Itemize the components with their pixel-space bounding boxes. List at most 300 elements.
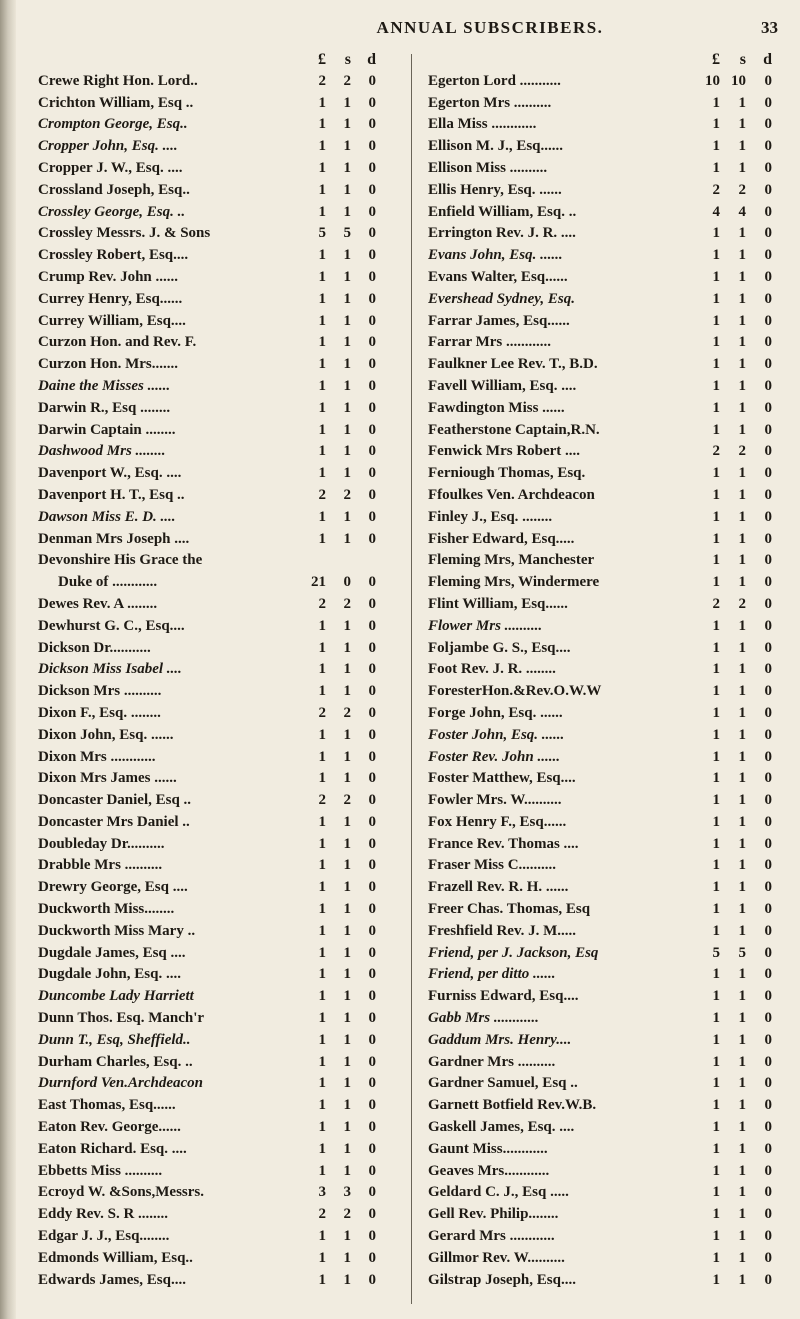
subscriber-row: [428, 441, 782, 463]
page-number: 33: [761, 18, 778, 37]
shillings-amount: 1: [343, 1010, 351, 1027]
pounds-amount: 1: [712, 835, 720, 852]
pence-amount: 0: [368, 116, 376, 133]
pounds-amount: 2: [318, 486, 326, 503]
pounds-amount: 1: [318, 290, 326, 307]
shillings-amount: 1: [738, 530, 746, 547]
page-spine-shadow: [0, 0, 16, 1319]
subscriber-name: Foster Rev. John ......: [428, 748, 560, 765]
pounds-amount: 1: [318, 813, 326, 830]
subscriber-name: Doncaster Mrs Daniel ..: [38, 813, 190, 830]
subscriber-row: [428, 398, 782, 420]
subscriber-name: Furniss Edward, Esq....: [428, 988, 579, 1005]
shillings-amount: 1: [343, 465, 351, 482]
subscriber-name: Ellison M. J., Esq......: [428, 138, 564, 155]
subscriber-name: Evans Walter, Esq......: [428, 268, 568, 285]
subscriber-name: Featherstone Captain,R.N.: [428, 421, 600, 438]
shillings-amount: 1: [343, 530, 351, 547]
shillings-amount: 1: [738, 1119, 746, 1136]
pence-amount: 0: [368, 508, 376, 525]
shillings-amount: 1: [343, 159, 351, 176]
subscriber-name: Durnford Ven.Archdeacon: [38, 1075, 204, 1092]
subscriber-name: Cropper John, Esq. ....: [38, 138, 178, 155]
subscriber-name: Drewry George, Esq ....: [38, 879, 188, 896]
pounds-amount: 1: [712, 792, 720, 809]
pence-amount: 0: [368, 1184, 376, 1201]
pence-amount: 0: [764, 421, 772, 438]
subscriber-row: [428, 1073, 782, 1095]
subscriber-name: Denman Mrs Joseph ....: [38, 530, 190, 547]
subscriber-row: [428, 1204, 782, 1226]
pence-amount: 0: [368, 72, 376, 89]
shillings-amount: 2: [343, 72, 351, 89]
pounds-amount: 1: [318, 922, 326, 939]
pence-amount: 0: [764, 1097, 772, 1114]
pounds-amount: 2: [712, 181, 720, 198]
subscriber-name: Farrar James, Esq......: [428, 312, 570, 329]
shillings-amount: 2: [738, 595, 746, 612]
subscriber-name: Gaddum Mrs. Henry....: [428, 1031, 572, 1048]
subscriber-name: Fraser Miss C..........: [428, 857, 557, 874]
subscriber-row: [38, 659, 388, 681]
subscriber-name: Edmonds William, Esq..: [38, 1249, 193, 1266]
shillings-amount: 1: [738, 574, 746, 591]
pounds-amount: 1: [318, 835, 326, 852]
pounds-amount: 1: [318, 617, 326, 634]
pounds-amount: 1: [712, 1119, 720, 1136]
subscriber-row: [38, 93, 388, 115]
shillings-amount: 1: [738, 116, 746, 133]
subscriber-name: Gardner Mrs ..........: [428, 1053, 556, 1070]
subscriber-name: Gabb Mrs ............: [428, 1010, 539, 1027]
pence-amount: 0: [764, 1031, 772, 1048]
subscriber-row: [38, 616, 388, 638]
pence-amount: 0: [368, 1031, 376, 1048]
pounds-amount: 1: [712, 552, 720, 569]
subscriber-name: Dickson Dr...........: [38, 639, 151, 656]
subscriber-row: [428, 1095, 782, 1117]
shillings-amount: 1: [738, 1075, 746, 1092]
subscriber-row: [428, 834, 782, 856]
subscriber-name: Frazell Rev. R. H. ......: [428, 879, 569, 896]
subscriber-row: [38, 202, 388, 224]
subscriber-row: [38, 747, 388, 769]
subscriber-name: Gaunt Miss............: [428, 1140, 548, 1157]
pounds-amount: 1: [318, 116, 326, 133]
pounds-amount: 1: [318, 748, 326, 765]
pounds-amount: 2: [318, 595, 326, 612]
shillings-amount: 5: [343, 225, 351, 242]
subscriber-row: [38, 71, 388, 93]
shillings-amount: 1: [738, 268, 746, 285]
subscriber-row: [428, 638, 782, 660]
subscriber-name: Currey Henry, Esq......: [38, 290, 183, 307]
pounds-amount: 1: [712, 661, 720, 678]
pounds-amount: 1: [712, 1184, 720, 1201]
subscriber-row: [428, 659, 782, 681]
subscriber-name: Crichton William, Esq ..: [38, 94, 194, 111]
subscriber-row: [428, 1270, 782, 1292]
pounds-amount: 1: [318, 1097, 326, 1114]
subscriber-row: [38, 1139, 388, 1161]
subscriber-row: [38, 550, 388, 572]
pounds-amount: 2: [712, 443, 720, 460]
pence-amount: 0: [764, 181, 772, 198]
pounds-amount: 1: [318, 1249, 326, 1266]
pounds-amount: 1: [712, 1228, 720, 1245]
page-header: [200, 12, 780, 48]
subscriber-row: [38, 289, 388, 311]
subscriber-row: [38, 594, 388, 616]
subscriber-name: Dashwood Mrs ........: [38, 443, 166, 460]
subscriber-name: Farrar Mrs ............: [428, 334, 552, 351]
subscriber-row: [38, 180, 388, 202]
subscriber-row: [38, 1052, 388, 1074]
pence-amount: 0: [368, 225, 376, 242]
pounds-amount: 1: [318, 1162, 326, 1179]
subscriber-name: Flower Mrs ..........: [428, 617, 543, 634]
shillings-amount: 0: [343, 574, 351, 591]
subscriber-name: Davenport H. T., Esq ..: [38, 486, 185, 503]
shillings-header: s: [739, 51, 746, 68]
pounds-amount: 1: [712, 138, 720, 155]
pence-amount: 0: [764, 94, 772, 111]
subscriber-row: [428, 136, 782, 158]
subscriber-row: [428, 311, 782, 333]
shillings-amount: 1: [343, 508, 351, 525]
shillings-amount: 2: [343, 704, 351, 721]
pence-amount: 0: [764, 1010, 772, 1027]
subscriber-name: Darwin R., Esq ........: [38, 399, 171, 416]
pence-amount: 0: [368, 1249, 376, 1266]
pounds-amount: 1: [712, 1075, 720, 1092]
subscriber-name: Dixon Mrs James ......: [38, 770, 177, 787]
shillings-amount: 1: [343, 1097, 351, 1114]
pence-amount: 0: [764, 486, 772, 503]
subscriber-row: [428, 463, 782, 485]
pounds-amount: 1: [712, 356, 720, 373]
pounds-amount: 1: [318, 508, 326, 525]
subscriber-row: [38, 1008, 388, 1030]
subscriber-name: Enfield William, Esq. ..: [428, 203, 577, 220]
shillings-amount: 1: [738, 399, 746, 416]
pence-amount: 0: [368, 835, 376, 852]
subscriber-row: [38, 463, 388, 485]
subscriber-row: [428, 855, 782, 877]
subscriber-name: Dickson Miss Isabel ....: [38, 661, 182, 678]
subscriber-name: Geldard C. J., Esq .....: [428, 1184, 569, 1201]
pounds-amount: 1: [712, 639, 720, 656]
pounds-amount: 1: [712, 1162, 720, 1179]
pounds-amount: 1: [318, 857, 326, 874]
subscriber-name: Fawdington Miss ......: [428, 399, 565, 416]
pence-header: d: [367, 51, 376, 68]
pounds-amount: 2: [712, 595, 720, 612]
subscriber-row: [38, 332, 388, 354]
pence-amount: 0: [368, 247, 376, 264]
shillings-amount: 1: [738, 901, 746, 918]
shillings-amount: 1: [738, 1053, 746, 1070]
pence-amount: 0: [368, 1075, 376, 1092]
pounds-amount: 1: [712, 399, 720, 416]
pence-amount: 0: [764, 356, 772, 373]
pounds-amount: 1: [712, 465, 720, 482]
subscriber-name: Evershead Sydney, Esq.: [428, 290, 575, 307]
subscriber-row: [38, 485, 388, 507]
subscriber-row: [38, 1161, 388, 1183]
subscriber-name: Ella Miss ............: [428, 116, 537, 133]
currency-header-row: [38, 49, 388, 71]
pence-amount: 0: [764, 1228, 772, 1245]
pounds-amount: 1: [318, 1053, 326, 1070]
pounds-amount: 2: [318, 72, 326, 89]
shillings-amount: 1: [343, 268, 351, 285]
shillings-amount: 1: [738, 508, 746, 525]
shillings-amount: 2: [343, 486, 351, 503]
pounds-amount: 1: [318, 138, 326, 155]
subscriber-name: Gaskell James, Esq. ....: [428, 1119, 575, 1136]
subscriber-row: [38, 420, 388, 442]
pounds-amount: 1: [712, 159, 720, 176]
subscriber-row: [38, 441, 388, 463]
pounds-amount: 1: [712, 225, 720, 242]
pounds-amount: 1: [318, 966, 326, 983]
subscriber-name: Currey William, Esq....: [38, 312, 186, 329]
pence-amount: 0: [368, 704, 376, 721]
pounds-amount: 2: [318, 792, 326, 809]
pence-amount: 0: [368, 312, 376, 329]
pence-amount: 0: [368, 1271, 376, 1288]
subscriber-row: [428, 180, 782, 202]
pence-amount: 0: [764, 748, 772, 765]
subscriber-name: Eaton Rev. George......: [38, 1119, 181, 1136]
shillings-amount: 1: [343, 377, 351, 394]
left-subscriber-list: [38, 71, 388, 1292]
pence-amount: 0: [368, 486, 376, 503]
shillings-amount: 1: [343, 748, 351, 765]
shillings-amount: 1: [738, 377, 746, 394]
pence-amount: 0: [764, 247, 772, 264]
shillings-amount: 1: [343, 116, 351, 133]
pence-amount: 0: [764, 443, 772, 460]
subscriber-name: Dunn Thos. Esq. Manch'r: [38, 1010, 205, 1027]
subscriber-name: Edgar J. J., Esq........: [38, 1228, 170, 1245]
shillings-amount: 1: [738, 225, 746, 242]
pence-amount: 0: [764, 1271, 772, 1288]
subscriber-row: [38, 899, 388, 921]
pounds-amount: 1: [712, 1249, 720, 1266]
subscriber-name: Dickson Mrs ..........: [38, 683, 162, 700]
pence-amount: 0: [764, 661, 772, 678]
pence-amount: 0: [764, 1249, 772, 1266]
pounds-amount: 1: [712, 922, 720, 939]
shillings-amount: 1: [738, 247, 746, 264]
subscriber-row: [38, 790, 388, 812]
subscriber-name: Fleming Mrs, Manchester: [428, 552, 595, 569]
subscriber-row: [38, 158, 388, 180]
subscriber-row: [38, 943, 388, 965]
pence-amount: 0: [368, 683, 376, 700]
subscriber-name: Dixon F., Esq. ........: [38, 704, 161, 721]
shillings-amount: 1: [738, 704, 746, 721]
pence-amount: 0: [764, 857, 772, 874]
pounds-amount: 3: [318, 1184, 326, 1201]
subscriber-name: Curzon Hon. and Rev. F.: [38, 334, 197, 351]
shillings-amount: 1: [343, 247, 351, 264]
subscriber-name: Curzon Hon. Mrs.......: [38, 356, 178, 373]
subscriber-name: Foot Rev. J. R. ........: [428, 661, 556, 678]
pence-amount: 0: [764, 334, 772, 351]
pounds-amount: 1: [712, 247, 720, 264]
subscriber-row: [38, 1117, 388, 1139]
shillings-amount: 1: [738, 879, 746, 896]
shillings-amount: 1: [343, 1119, 351, 1136]
pence-amount: 0: [368, 944, 376, 961]
pounds-amount: 21: [311, 574, 326, 591]
subscriber-row: [428, 1052, 782, 1074]
pounds-amount: 1: [712, 1053, 720, 1070]
shillings-amount: 5: [738, 944, 746, 961]
shillings-amount: 1: [343, 770, 351, 787]
pounds-amount: 10: [705, 72, 720, 89]
shillings-amount: 1: [343, 922, 351, 939]
shillings-amount: 2: [343, 792, 351, 809]
subscriber-row: [38, 311, 388, 333]
pence-amount: 0: [764, 835, 772, 852]
subscriber-name: Davenport W., Esq. ....: [38, 465, 182, 482]
pence-amount: 0: [764, 770, 772, 787]
subscriber-name: Crossley Messrs. J. & Sons: [38, 225, 211, 242]
pounds-amount: 1: [712, 377, 720, 394]
subscriber-name: Freer Chas. Thomas, Esq: [428, 901, 591, 918]
subscriber-row: [428, 1008, 782, 1030]
pounds-amount: 1: [712, 726, 720, 743]
pounds-amount: 1: [318, 377, 326, 394]
shillings-amount: 1: [738, 639, 746, 656]
subscriber-row: [428, 245, 782, 267]
pence-amount: 0: [368, 922, 376, 939]
subscriber-name: Fenwick Mrs Robert ....: [428, 443, 581, 460]
subscriber-row: [428, 332, 782, 354]
subscriber-name: Ferniough Thomas, Esq.: [428, 465, 586, 482]
pounds-amount: 1: [712, 1140, 720, 1157]
subscriber-name: Gilstrap Joseph, Esq....: [428, 1271, 576, 1288]
subscriber-row: [38, 136, 388, 158]
shillings-amount: 1: [738, 465, 746, 482]
subscriber-row: [38, 768, 388, 790]
shillings-amount: 10: [731, 72, 746, 89]
pence-amount: 0: [764, 726, 772, 743]
subscriber-name: Crossley George, Esq. ..: [38, 203, 186, 220]
pounds-amount: 1: [318, 399, 326, 416]
subscriber-name: Egerton Lord ...........: [428, 72, 561, 89]
subscriber-row: [428, 790, 782, 812]
subscriber-row: [38, 921, 388, 943]
pence-amount: 0: [764, 465, 772, 482]
shillings-amount: 1: [343, 1271, 351, 1288]
subscriber-row: [428, 202, 782, 224]
shillings-amount: 1: [343, 1228, 351, 1245]
subscriber-row: [38, 354, 388, 376]
pence-amount: 0: [764, 225, 772, 242]
shillings-amount: 1: [738, 486, 746, 503]
subscriber-row: [38, 1204, 388, 1226]
pence-amount: 0: [764, 617, 772, 634]
pounds-amount: 1: [318, 1119, 326, 1136]
subscriber-name: Dewes Rev. A ........: [38, 595, 158, 612]
pounds-amount: 1: [318, 443, 326, 460]
pence-amount: 0: [368, 617, 376, 634]
shillings-amount: 1: [343, 1031, 351, 1048]
shillings-amount: 1: [738, 1271, 746, 1288]
pounds-amount: 1: [318, 683, 326, 700]
page-title: ANNUAL SUBSCRIBERS.: [376, 18, 604, 37]
shillings-amount: 1: [738, 770, 746, 787]
shillings-amount: 1: [738, 1162, 746, 1179]
pounds-amount: 1: [318, 1031, 326, 1048]
pounds-amount: 1: [712, 617, 720, 634]
pence-header: d: [763, 51, 772, 68]
subscriber-name: East Thomas, Esq......: [38, 1097, 176, 1114]
shillings-amount: 1: [738, 922, 746, 939]
pounds-amount: 1: [318, 726, 326, 743]
subscriber-name: Favell William, Esq. ....: [428, 377, 577, 394]
pounds-amount: 1: [318, 94, 326, 111]
pounds-amount: 1: [712, 334, 720, 351]
subscriber-row: [428, 114, 782, 136]
shillings-amount: 1: [738, 988, 746, 1005]
pounds-amount: 1: [318, 944, 326, 961]
column-divider: [411, 54, 412, 1304]
subscriber-row: [428, 1139, 782, 1161]
subscriber-row: [38, 1226, 388, 1248]
shillings-amount: 1: [738, 792, 746, 809]
pence-amount: 0: [368, 159, 376, 176]
pounds-amount: 1: [318, 639, 326, 656]
pence-amount: 0: [368, 181, 376, 198]
pence-amount: 0: [368, 290, 376, 307]
pounds-amount: 1: [318, 465, 326, 482]
shillings-amount: 1: [738, 1228, 746, 1245]
pence-amount: 0: [368, 203, 376, 220]
pounds-amount: 1: [318, 661, 326, 678]
subscriber-name: Dunn T., Esq, Sheffield..: [38, 1031, 191, 1048]
subscriber-name: Ffoulkes Ven. Archdeacon: [428, 486, 595, 503]
pence-amount: 0: [368, 1206, 376, 1223]
pence-amount: 0: [368, 1010, 376, 1027]
subscriber-row: [428, 1030, 782, 1052]
subscriber-name: Doncaster Daniel, Esq ..: [38, 792, 192, 809]
subscriber-name: Errington Rev. J. R. ....: [428, 225, 576, 242]
subscriber-row: [428, 747, 782, 769]
subscriber-name: Flint William, Esq......: [428, 595, 568, 612]
shillings-amount: 1: [343, 94, 351, 111]
pence-amount: 0: [368, 813, 376, 830]
subscriber-name: Ecroyd W. &Sons,Messrs.: [38, 1184, 204, 1201]
pence-amount: 0: [368, 726, 376, 743]
pence-amount: 0: [764, 922, 772, 939]
subscriber-name: Duncombe Lady Harriett: [38, 988, 194, 1005]
pence-amount: 0: [368, 1162, 376, 1179]
pounds-amount: 1: [712, 988, 720, 1005]
pounds-amount: 1: [318, 181, 326, 198]
pence-amount: 0: [368, 639, 376, 656]
subscriber-row: [428, 812, 782, 834]
shillings-amount: 1: [343, 312, 351, 329]
pence-amount: 0: [764, 203, 772, 220]
pence-amount: 0: [368, 356, 376, 373]
subscriber-name: Friend, per J. Jackson, Esq: [428, 944, 599, 961]
